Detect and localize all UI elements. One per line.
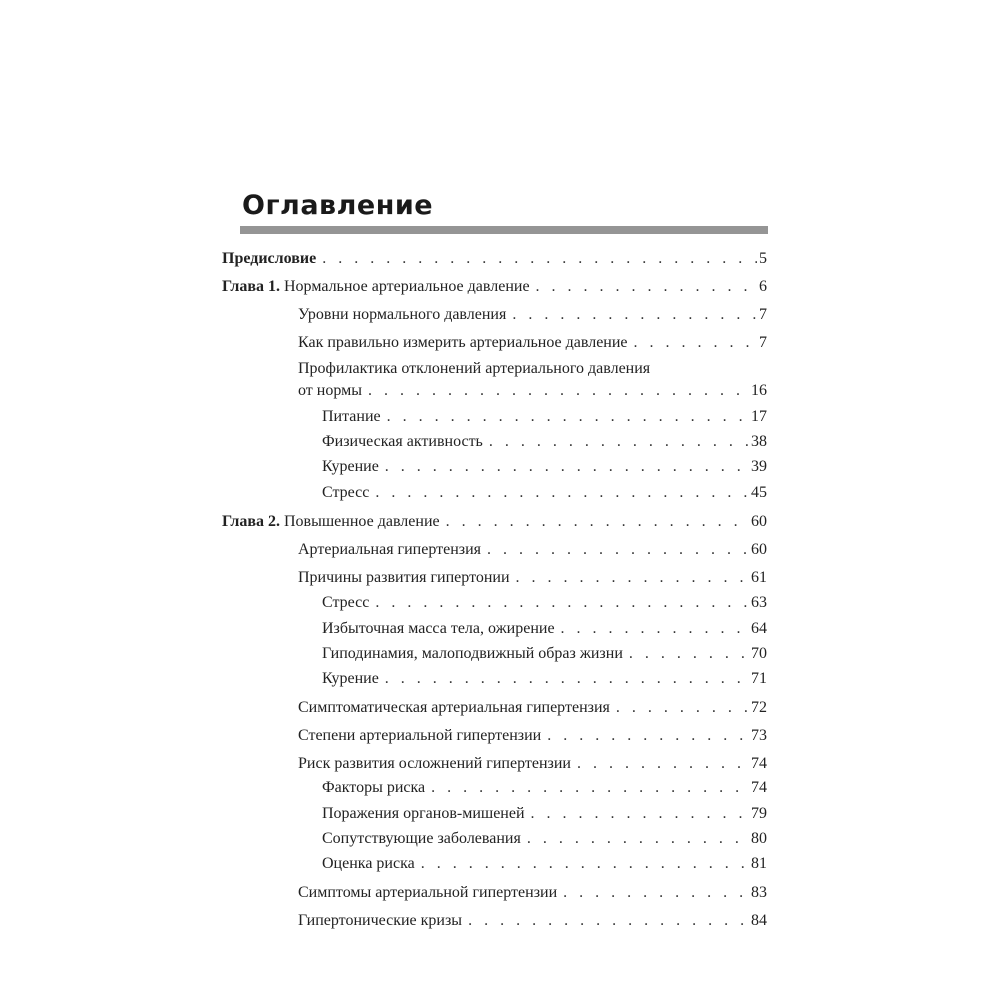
entry-page: 7 xyxy=(759,334,767,351)
entry-page: 83 xyxy=(751,884,767,901)
dot-leader xyxy=(634,332,757,354)
toc-entry[interactable] xyxy=(322,592,767,614)
dot-leader xyxy=(561,618,749,640)
entry-page: 17 xyxy=(751,408,767,425)
entry-page: 80 xyxy=(751,830,767,847)
toc-entry[interactable] xyxy=(322,406,767,428)
entry-label: Сопутствующие заболевания xyxy=(322,830,521,847)
toc-entry[interactable] xyxy=(298,910,767,932)
entry-page: 73 xyxy=(751,727,767,744)
entry-label: Гипертонические кризы xyxy=(298,912,463,929)
entry-label: Гиподинамия, малоподвижный образ жизни xyxy=(322,645,623,662)
entry-label: Стресс xyxy=(322,484,370,501)
entry-page: 81 xyxy=(751,855,767,872)
entry-page: 63 xyxy=(751,594,767,611)
dot-leader xyxy=(563,882,749,904)
toc-entry-chapter-2[interactable] xyxy=(222,511,767,533)
toc-entry[interactable] xyxy=(298,697,767,719)
entry-label: Как правильно измерить артериальное давление xyxy=(298,334,628,351)
entry-page: 79 xyxy=(751,805,767,822)
dot-leader xyxy=(536,276,757,298)
dot-leader xyxy=(487,539,749,561)
dot-leader xyxy=(629,643,749,665)
entry-page: 64 xyxy=(751,620,767,637)
entry-label: Курение xyxy=(322,670,379,687)
toc-entry[interactable] xyxy=(298,725,767,747)
entry-label: Риск развития осложнений гипертензии xyxy=(298,755,571,772)
entry-label-line1: Профилактика отклонений артериального давления xyxy=(298,360,651,377)
entry-page: 74 xyxy=(751,755,767,772)
toc-entry[interactable] xyxy=(322,618,767,640)
dot-leader xyxy=(368,380,749,402)
entry-page: 60 xyxy=(751,541,767,558)
dot-leader xyxy=(375,482,749,504)
toc-entry-multiline[interactable] xyxy=(298,358,767,402)
dot-leader xyxy=(468,910,749,932)
entry-page: 7 xyxy=(759,306,767,323)
dot-leader xyxy=(385,668,749,690)
entry-label: Стресс xyxy=(322,594,370,611)
toc-entry[interactable] xyxy=(322,456,767,478)
entry-page: 71 xyxy=(751,670,767,687)
dot-leader xyxy=(577,753,749,775)
toc-heading: Оглавление xyxy=(242,190,434,221)
entry-page: 72 xyxy=(751,699,767,716)
entry-label: Симптомы артериальной гипертензии xyxy=(298,884,558,901)
toc-entry[interactable] xyxy=(322,777,767,799)
entry-page: 39 xyxy=(751,458,767,475)
toc-entry[interactable] xyxy=(322,668,767,690)
toc-entry-preface[interactable] xyxy=(222,248,767,270)
dot-leader xyxy=(431,777,749,799)
entry-label: Симптоматическая артериальная гипертензия xyxy=(298,699,610,716)
toc-entry[interactable] xyxy=(322,643,767,665)
entry-page: 60 xyxy=(751,513,767,530)
entry-label: Предисловие xyxy=(222,250,317,267)
dot-leader xyxy=(387,406,749,428)
entry-label: Причины развития гипертонии xyxy=(298,569,510,586)
dot-leader xyxy=(512,304,757,326)
toc-entry[interactable] xyxy=(322,853,767,875)
dot-leader xyxy=(616,697,749,719)
dot-leader xyxy=(531,803,749,825)
entry-label: Нормальное артериальное давление xyxy=(284,278,530,295)
dot-leader xyxy=(385,456,749,478)
dot-leader xyxy=(516,567,749,589)
chapter-prefix: Глава 1. xyxy=(222,278,280,295)
entry-label: Артериальная гипертензия xyxy=(298,541,482,558)
toc-entry-chapter-1[interactable] xyxy=(222,276,767,298)
chapter-prefix: Глава 2. xyxy=(222,513,280,530)
toc-entry[interactable] xyxy=(322,828,767,850)
entry-page: 38 xyxy=(751,433,767,450)
toc-entry[interactable] xyxy=(322,803,767,825)
entry-label: Поражения органов-мишеней xyxy=(322,805,525,822)
toc-entry[interactable] xyxy=(298,753,767,775)
entry-label: Оценка риска xyxy=(322,855,415,872)
entry-page: 45 xyxy=(751,484,767,501)
entry-page: 5 xyxy=(759,250,767,267)
dot-leader xyxy=(527,828,749,850)
entry-label: Уровни нормального давления xyxy=(298,306,507,323)
entry-label: Повышенное давление xyxy=(284,513,440,530)
dot-leader xyxy=(547,725,749,747)
entry-label: Физическая активность xyxy=(322,433,483,450)
entry-label: Питание xyxy=(322,408,381,425)
entry-label: Факторы риска xyxy=(322,779,426,796)
entry-page: 61 xyxy=(751,569,767,586)
toc-entry[interactable] xyxy=(298,304,767,326)
dot-leader xyxy=(489,431,749,453)
entry-page: 16 xyxy=(751,382,767,399)
entry-page: 84 xyxy=(751,912,767,929)
dot-leader xyxy=(375,592,749,614)
toc-entry[interactable] xyxy=(298,567,767,589)
toc-entry[interactable] xyxy=(298,539,767,561)
dot-leader xyxy=(446,511,749,533)
toc-entry[interactable] xyxy=(322,482,767,504)
entry-label: Степени артериальной гипертензии xyxy=(298,727,542,744)
entry-label: Избыточная масса тела, ожирение xyxy=(322,620,555,637)
entry-page: 6 xyxy=(759,278,767,295)
entry-label: Курение xyxy=(322,458,379,475)
entry-label: от нормы xyxy=(298,382,362,399)
dot-leader xyxy=(322,248,757,270)
dot-leader xyxy=(421,853,749,875)
toc-entry[interactable] xyxy=(322,431,767,453)
entry-page: 74 xyxy=(751,779,767,796)
entry-page: 70 xyxy=(751,645,767,662)
toc-entry[interactable] xyxy=(298,332,767,354)
toc-entry[interactable] xyxy=(298,882,767,904)
